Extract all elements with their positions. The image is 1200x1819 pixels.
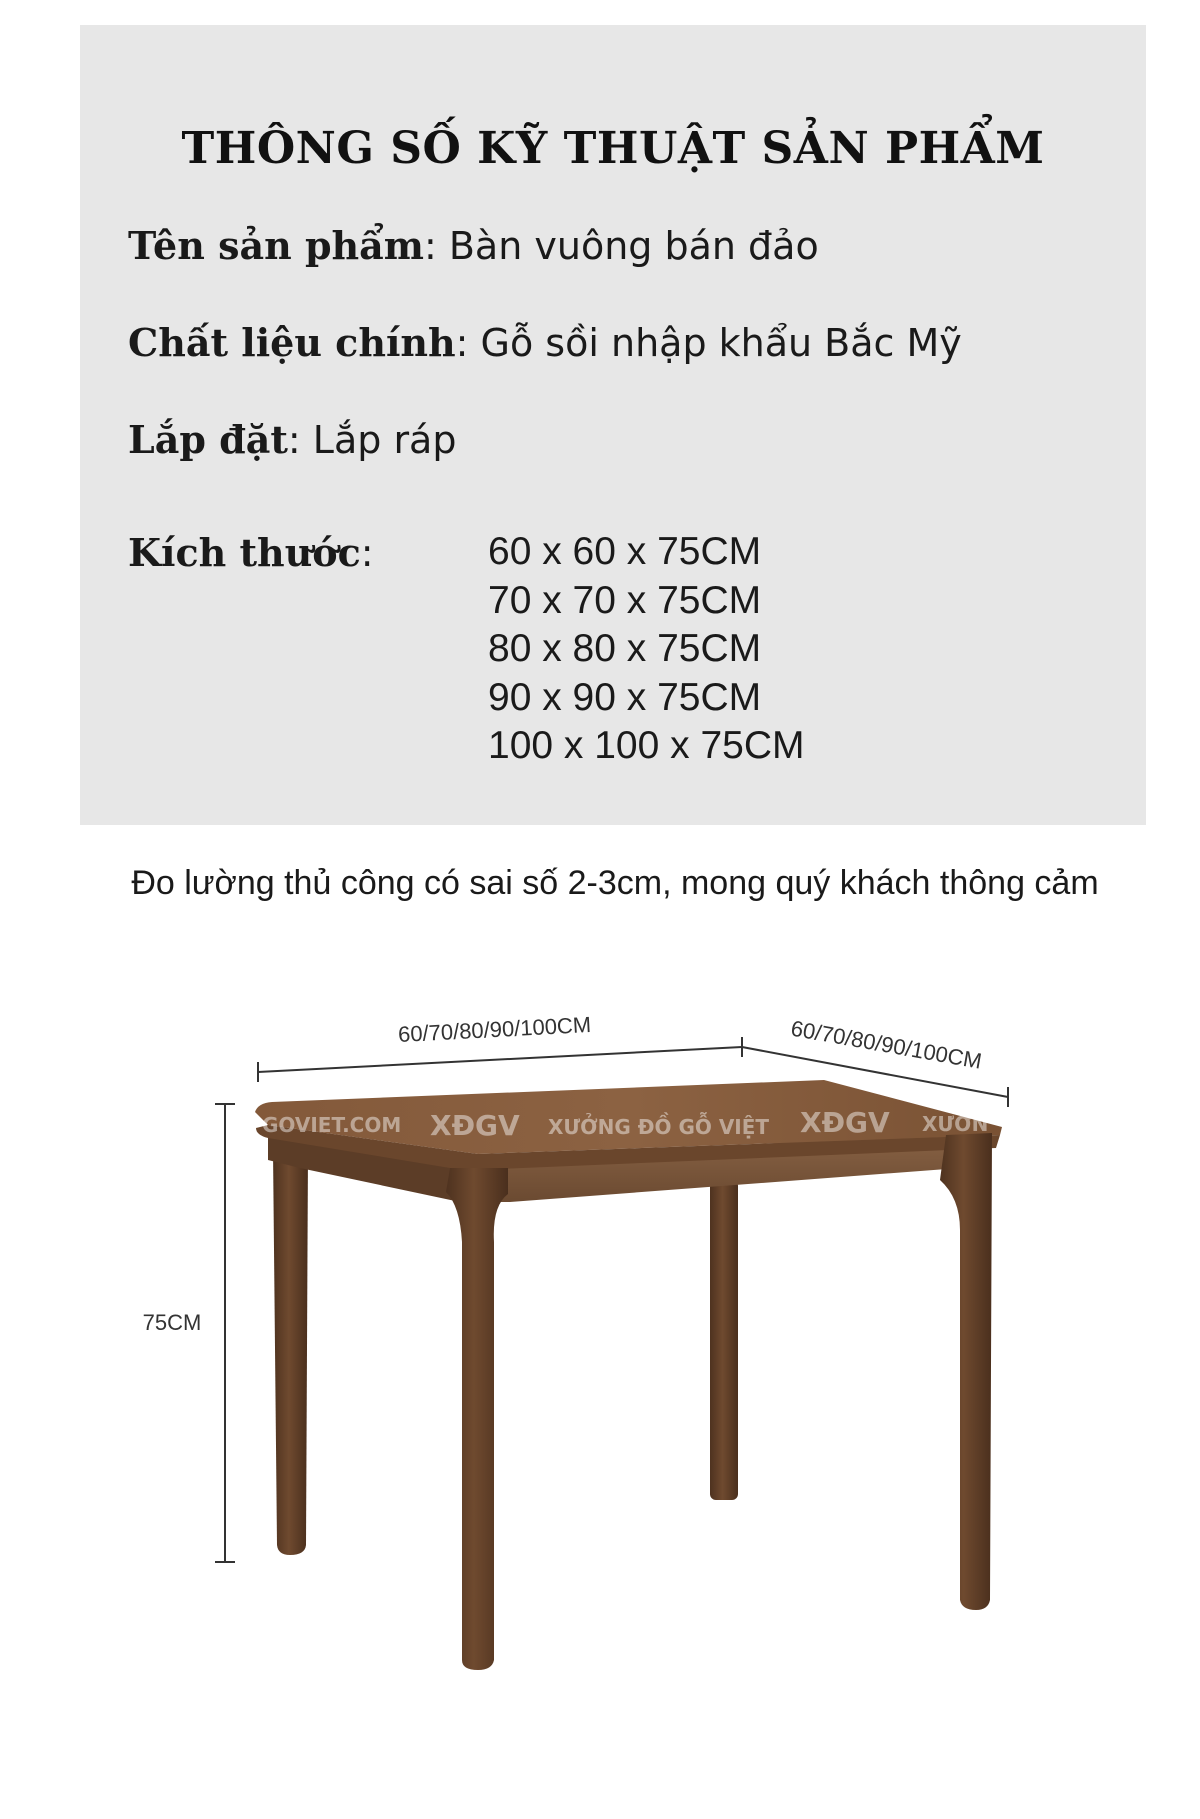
watermark-brand-repeat: XĐGV	[800, 1106, 890, 1139]
height-label: 75CM	[142, 1310, 202, 1335]
width-label: 60/70/80/90/100CM	[397, 1011, 592, 1048]
size-item: 90 x 90 x 75CM	[488, 675, 762, 719]
spec-panel	[80, 25, 1146, 825]
install-value: Lắp ráp	[312, 418, 457, 462]
back-right-leg	[710, 1180, 738, 1500]
size-row	[128, 530, 374, 575]
product-name-row	[128, 223, 819, 268]
front-right-leg	[940, 1133, 992, 1610]
size-item: 60 x 60 x 75CM	[488, 530, 762, 573]
material-value: Gỗ sồi nhập khẩu Bắc Mỹ	[480, 321, 962, 365]
size-item: 70 x 70 x 75CM	[488, 578, 762, 622]
material-row	[128, 320, 962, 365]
watermark-name: XƯỞNG ĐỒ GỖ VIỆT	[548, 1115, 770, 1139]
watermark-trail: XƯỞN	[922, 1112, 989, 1136]
depth-label: 60/70/80/90/100CM	[788, 1015, 984, 1074]
install-row	[128, 417, 456, 462]
table-dimension-diagram	[0, 980, 1200, 1740]
product-name-value: Bàn vuông bán đảo	[448, 224, 819, 268]
size-item: 100 x 100 x 75CM	[488, 724, 805, 767]
size-list	[488, 528, 805, 771]
colon: :	[423, 224, 449, 268]
product-name-label: Tên sản phẩm	[128, 223, 424, 268]
width-dimension	[258, 1012, 742, 1082]
watermark-brand: XĐGV	[430, 1109, 520, 1142]
size-label: Kích thước	[128, 530, 361, 575]
watermark-site: GOVIET.COM	[262, 1113, 402, 1137]
install-label: Lắp đặt	[128, 417, 288, 462]
colon: :	[287, 418, 313, 462]
material-label: Chất liệu chính	[128, 320, 456, 365]
colon: :	[455, 321, 481, 365]
colon: :	[360, 531, 374, 575]
table-illustration	[255, 1080, 1002, 1670]
spec-title: THÔNG SỐ KỸ THUẬT SẢN PHẨM	[181, 123, 1045, 174]
size-item: 80 x 80 x 75CM	[488, 627, 762, 670]
height-dimension	[143, 1104, 235, 1562]
back-left-leg	[273, 1150, 308, 1555]
measurement-note: Đo lường thủ công có sai số 2-3cm, mong quý khách thông cảm	[131, 864, 1099, 902]
front-left-leg	[446, 1168, 508, 1670]
